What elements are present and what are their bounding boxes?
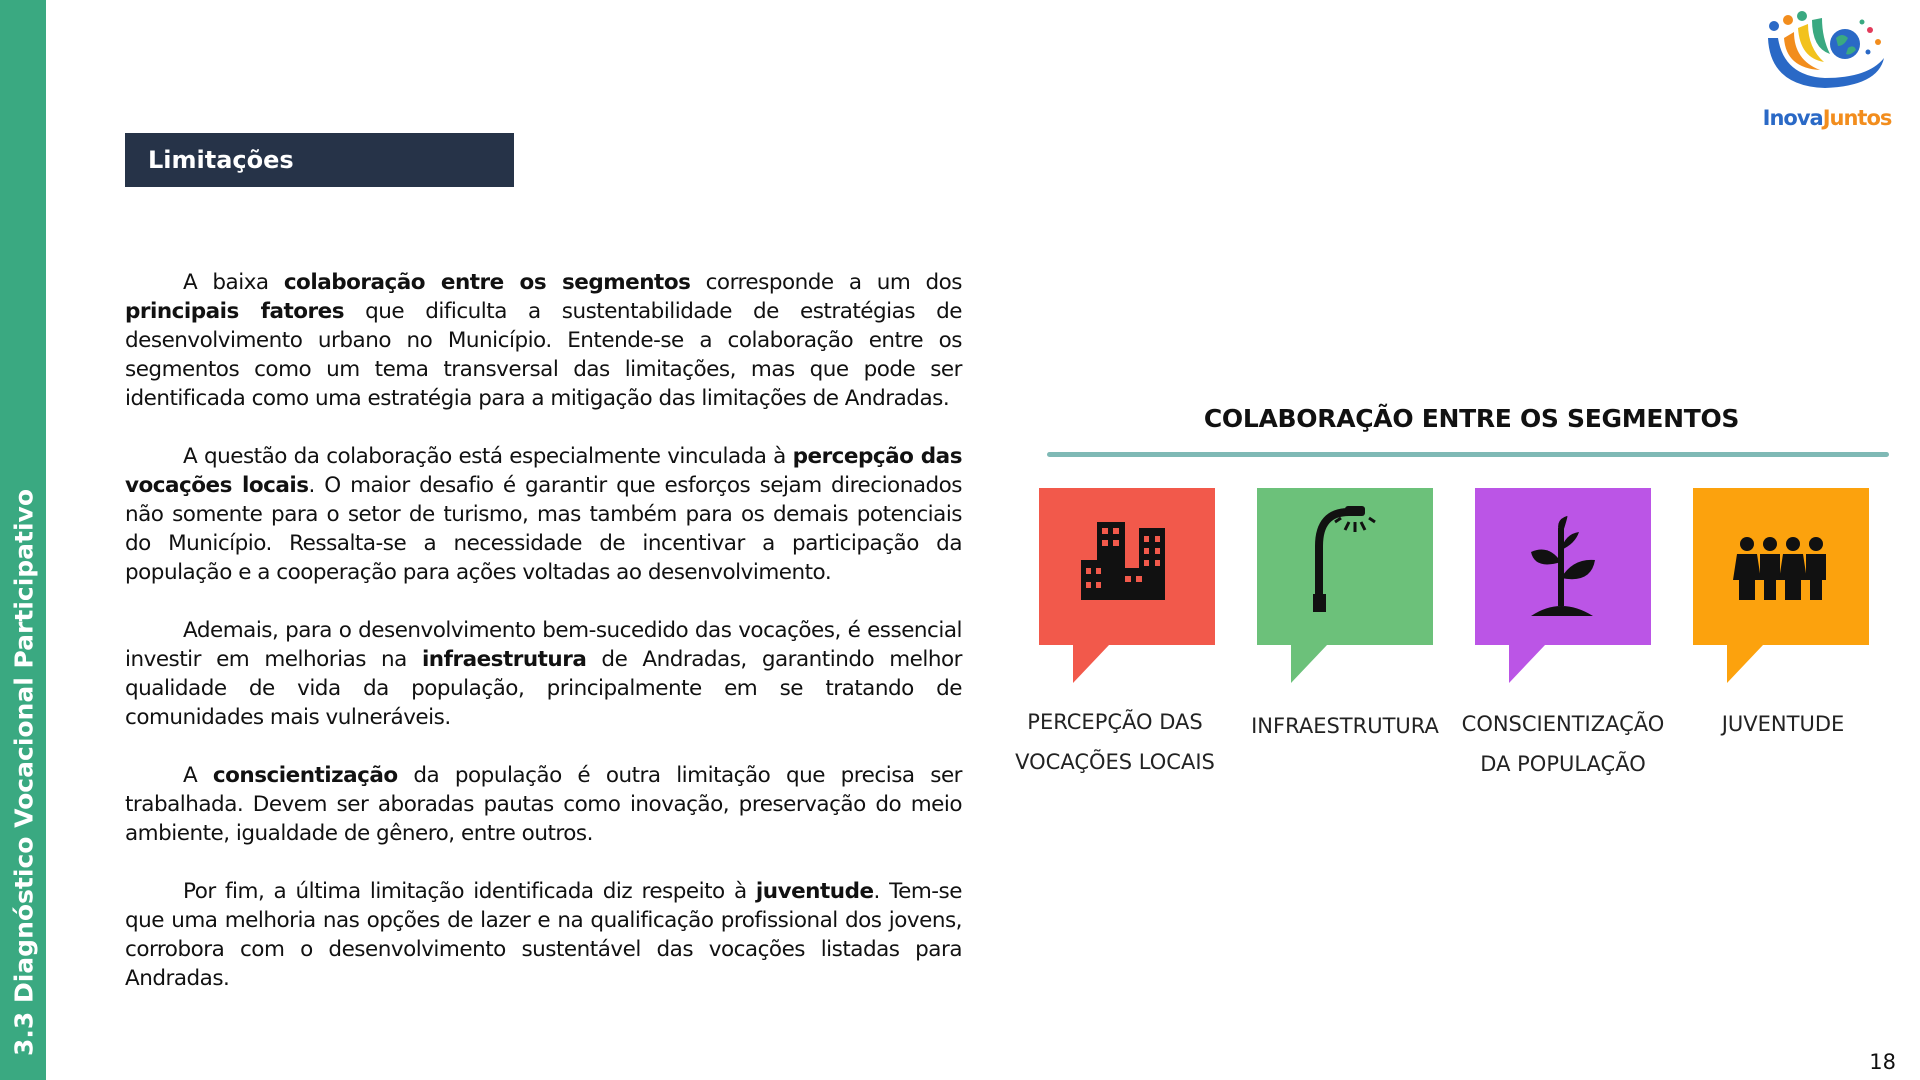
logo-wordmark-part2: Juntos: [1822, 106, 1892, 130]
emphasis-text: principais fatores: [125, 299, 344, 324]
tile-conscientizacao-label-line1: CONSCIENTIZAÇÃO: [1461, 712, 1665, 736]
body-paragraph: [125, 442, 962, 587]
sidebar-band: [0, 0, 46, 1080]
tile-infraestrutura: [1257, 488, 1433, 693]
tile-infraestrutura-bubble: [1257, 488, 1433, 683]
paragraph-text: Ademais, para o desenvolvimento bem-sucedido das vocações, é essencial investir em melhorias na: [125, 618, 962, 672]
tile-infraestrutura-label: [1230, 706, 1460, 746]
tile-percepcao-label-line1: PERCEPÇÃO DAS: [1027, 710, 1203, 734]
section-title: 3.3 Diagnóstico Vocacional Participativo: [9, 488, 39, 1056]
body-paragraph: [125, 616, 962, 732]
tile-percepcao-label: [1000, 702, 1230, 782]
tile-conscientizacao-label-line2: DA POPULAÇÃO: [1480, 752, 1646, 776]
collaboration-divider: [1047, 452, 1889, 457]
paragraph-text: da população é outra limitação que precisa ser trabalhada. Devem ser aboradas pautas como inovação, preservação do meio ambiente, igualdade de gênero, entre outros.: [125, 763, 963, 846]
paragraph-text: corresponde a um dos: [690, 270, 962, 295]
page-number: 18: [1869, 1050, 1896, 1074]
collaboration-title: COLABORAÇÃO ENTRE OS SEGMENTOS: [1203, 404, 1740, 433]
paragraph-text: A baixa: [183, 270, 284, 295]
body-paragraph: [125, 268, 962, 413]
emphasis-text: juventude: [755, 879, 874, 904]
tile-infraestrutura-label-line1: INFRAESTRUTURA: [1251, 714, 1439, 738]
tile-conscientizacao: [1475, 488, 1651, 693]
emphasis-text: infraestrutura: [421, 647, 587, 672]
paragraph-text: . O maior desafio é garantir que esforços sejam direcionados não somente para o setor de turismo, mas também para os demais potenciais do Município. Ressalta-se a necessidade de incentivar a participação da população e a cooperação para ações voltadas ao desenvolvimento.: [125, 473, 962, 585]
body-paragraph: [125, 761, 962, 848]
logo-wordmark-part1: Inova: [1762, 106, 1823, 130]
paragraph-text: de Andradas, garantindo melhor qualidade de vida da população, principalmente em se tratando de comunidades mais vulneráveis.: [125, 647, 962, 730]
logo-wordmark: [1754, 106, 1900, 130]
section-header: [125, 133, 514, 187]
tile-juventude-label: [1668, 704, 1898, 744]
tile-percepcao-label-line2: VOCAÇÕES LOCAIS: [1015, 750, 1215, 774]
emphasis-text: conscientização: [212, 763, 398, 788]
paragraph-text: . Tem-se que uma melhoria nas opções de lazer e na qualificação profissional dos jovens, corrobora com o desenvolvimento sustentável das vocações listadas para Andradas.: [125, 879, 962, 991]
tile-juventude: [1693, 488, 1869, 693]
tile-conscientizacao-label: [1448, 704, 1678, 784]
emphasis-text: percepção das vocações locais: [125, 444, 962, 498]
paragraph-text: Por fim, a última limitação identificada diz respeito à: [183, 879, 756, 904]
body-paragraph: [125, 877, 962, 993]
section-header-title: Limitações: [148, 146, 294, 174]
tile-juventude-label-line1: JUVENTUDE: [1721, 712, 1845, 736]
tile-percepcao: [1039, 488, 1215, 693]
tile-juventude-bubble: [1693, 488, 1869, 683]
paragraph-text: A: [183, 763, 213, 788]
paragraph-text: que dificulta a sustentabilidade de estratégias de desenvolvimento urbano no Município. Entende-se a colaboração entre os segmentos como um tema transversal das limitações, mas que pode ser identificada como uma estratégia para a mitigação das limitações de Andradas.: [125, 299, 962, 411]
body-text: [125, 268, 962, 1022]
paragraph-text: A questão da colaboração está especialmente vinculada à: [183, 444, 793, 469]
emphasis-text: colaboração entre os segmentos: [283, 270, 691, 295]
